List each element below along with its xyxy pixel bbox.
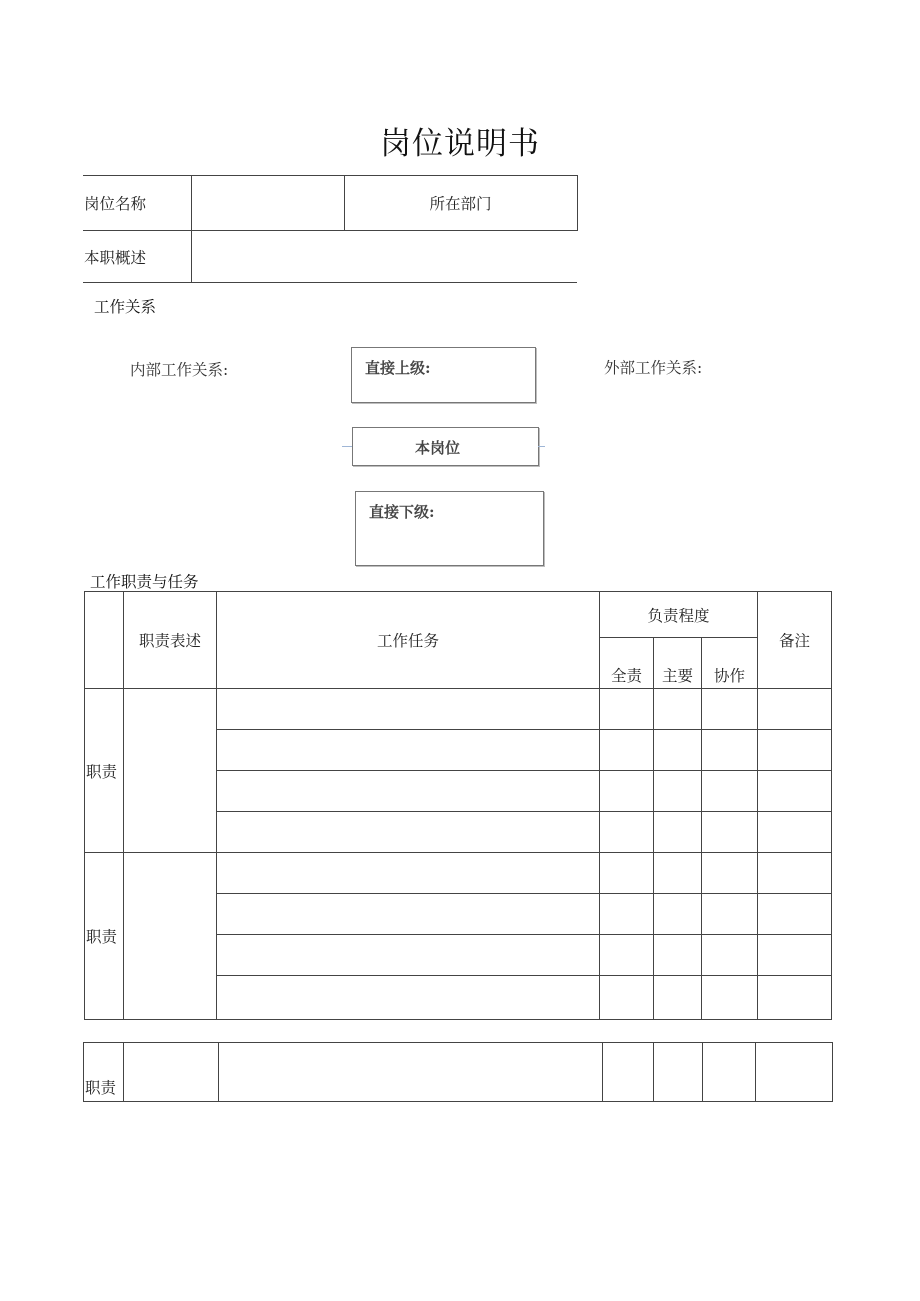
header-full: 全责	[600, 638, 654, 689]
subordinate-label: 直接下级:	[369, 503, 435, 521]
main-cell[interactable]	[654, 689, 702, 730]
assist-cell[interactable]	[702, 853, 758, 894]
task-cell[interactable]	[217, 689, 600, 730]
task-cell[interactable]	[217, 730, 600, 771]
duty-group-label: 职责	[84, 1043, 124, 1102]
work-relations-heading: 工作关系	[94, 298, 157, 316]
main-cell[interactable]	[654, 771, 702, 812]
duty-description-cell[interactable]	[124, 689, 217, 853]
page-title: 岗位说明书	[380, 126, 540, 162]
remarks-cell[interactable]	[758, 730, 832, 771]
main-cell[interactable]	[654, 853, 702, 894]
header-assist: 协作	[702, 638, 758, 689]
assist-cell[interactable]	[702, 894, 758, 935]
header-description: 职责表述	[124, 592, 217, 689]
summary-field[interactable]	[191, 231, 577, 283]
full-cell[interactable]	[600, 689, 654, 730]
duty-description-cell[interactable]	[124, 1043, 219, 1102]
assist-cell[interactable]	[702, 976, 758, 1020]
connector-right	[538, 446, 545, 447]
assist-cell[interactable]	[702, 935, 758, 976]
external-relations-label: 外部工作关系:	[604, 359, 703, 377]
subordinate-box	[355, 491, 544, 566]
assist-cell[interactable]	[702, 689, 758, 730]
header-blank-cell	[85, 592, 124, 689]
full-cell[interactable]	[600, 935, 654, 976]
header-remarks: 备注	[758, 592, 832, 689]
remarks-cell[interactable]	[756, 1043, 833, 1102]
duties-heading: 工作职责与任务	[90, 573, 199, 591]
duty-group-label: 职责	[85, 853, 124, 1020]
full-cell[interactable]	[600, 812, 654, 853]
main-cell[interactable]	[654, 935, 702, 976]
header-main: 主要	[654, 638, 702, 689]
full-cell[interactable]	[600, 771, 654, 812]
duties-table	[84, 591, 832, 1020]
task-cell[interactable]	[217, 894, 600, 935]
task-cell[interactable]	[219, 1043, 603, 1102]
this-position-box	[352, 427, 539, 466]
position-name-field[interactable]	[191, 176, 344, 231]
superior-box	[351, 347, 536, 403]
main-cell[interactable]	[654, 730, 702, 771]
superior-label: 直接上级:	[365, 359, 431, 377]
task-cell[interactable]	[217, 853, 600, 894]
full-cell[interactable]	[600, 853, 654, 894]
department-label: 所在部门	[344, 176, 577, 231]
remarks-cell[interactable]	[758, 894, 832, 935]
internal-relations-label: 内部工作关系:	[130, 361, 229, 379]
duty-group-label: 职责	[85, 689, 124, 853]
task-cell[interactable]	[217, 771, 600, 812]
main-cell[interactable]	[654, 812, 702, 853]
full-cell[interactable]	[600, 976, 654, 1020]
full-cell[interactable]	[600, 730, 654, 771]
position-name-label: 岗位名称	[83, 176, 191, 231]
main-cell[interactable]	[654, 894, 702, 935]
assist-cell[interactable]	[702, 730, 758, 771]
remarks-cell[interactable]	[758, 853, 832, 894]
assist-cell[interactable]	[702, 812, 758, 853]
assist-cell[interactable]	[703, 1043, 756, 1102]
assist-cell[interactable]	[702, 771, 758, 812]
remarks-cell[interactable]	[758, 812, 832, 853]
header-responsibility-level: 负责程度	[600, 592, 758, 638]
task-cell[interactable]	[217, 935, 600, 976]
full-cell[interactable]	[603, 1043, 654, 1102]
duty-description-cell[interactable]	[124, 853, 217, 1020]
position-info-table	[83, 175, 578, 283]
duties-continuation-table	[83, 1042, 833, 1102]
summary-label: 本职概述	[83, 231, 191, 283]
main-cell[interactable]	[654, 976, 702, 1020]
connector-left	[342, 446, 352, 447]
task-cell[interactable]	[217, 812, 600, 853]
header-task: 工作任务	[217, 592, 600, 689]
full-cell[interactable]	[600, 894, 654, 935]
remarks-cell[interactable]	[758, 771, 832, 812]
remarks-cell[interactable]	[758, 689, 832, 730]
task-cell[interactable]	[217, 976, 600, 1020]
main-cell[interactable]	[654, 1043, 703, 1102]
remarks-cell[interactable]	[758, 935, 832, 976]
remarks-cell[interactable]	[758, 976, 832, 1020]
this-position-label: 本岗位	[415, 439, 461, 457]
